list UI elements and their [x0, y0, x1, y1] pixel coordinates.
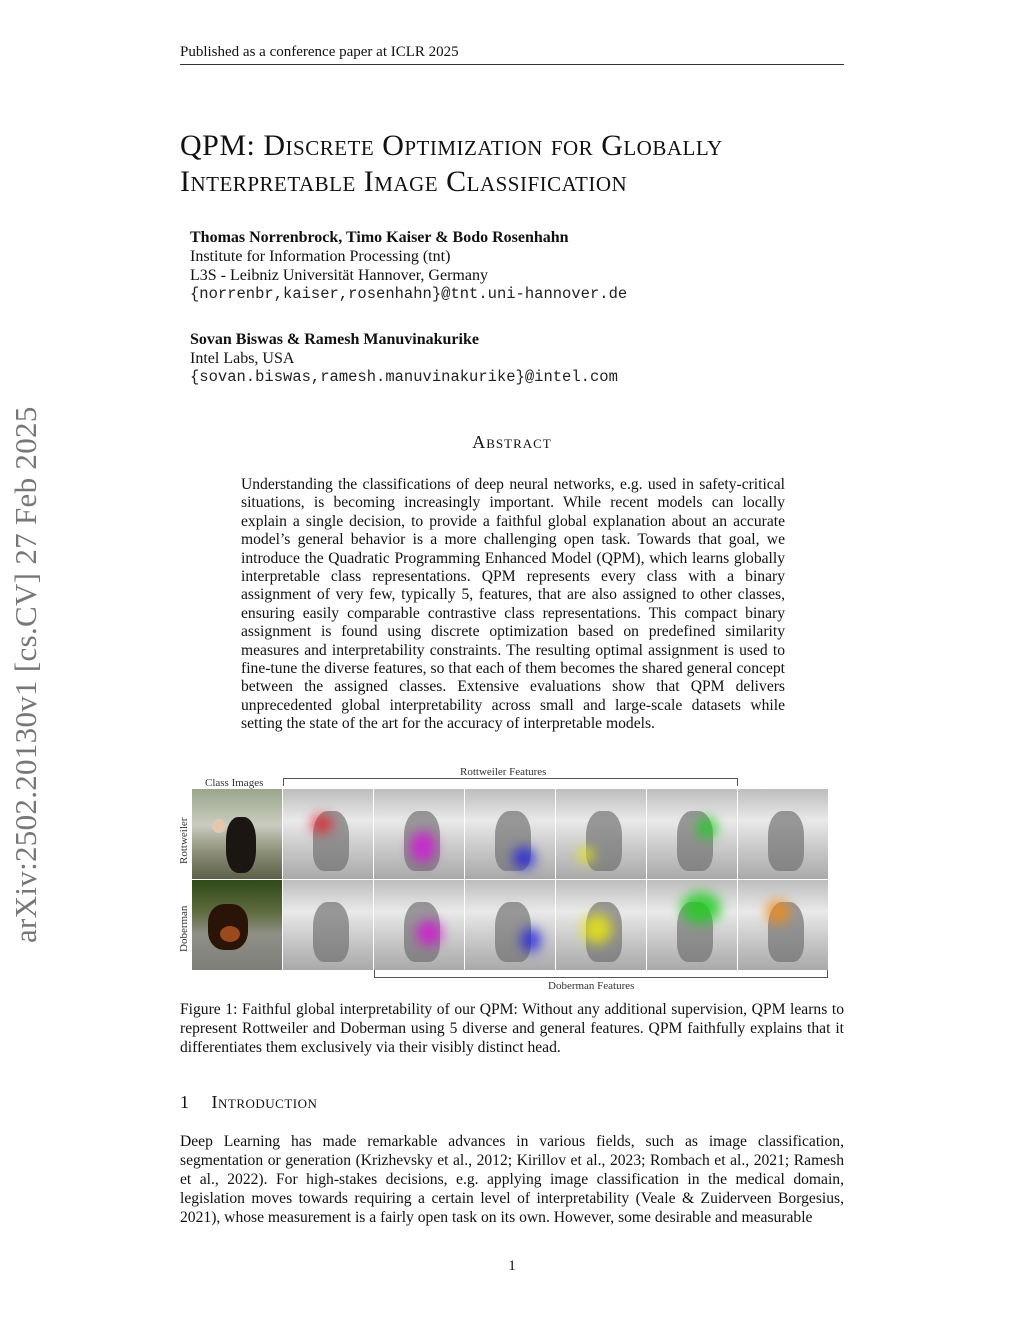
doberman-bracket: [374, 970, 828, 978]
rottweiler-feature-3: [465, 789, 555, 879]
rottweiler-feature-5: [647, 789, 737, 879]
feature-highlight: [766, 900, 790, 924]
rottweiler-feature-4: [556, 789, 646, 879]
section-heading: [180, 1092, 317, 1113]
affiliation: Intel Labs, USA: [190, 350, 295, 367]
doberman-features-label: Doberman Features: [548, 980, 635, 992]
doberman-class-image: [192, 880, 282, 970]
affiliation: Institute for Information Processing (tnt): [190, 248, 451, 265]
section-number: 1: [180, 1092, 189, 1112]
feature-highlight: [582, 914, 612, 944]
intro-paragraph: Deep Learning has made remarkable advances in various fields, such as image classification, segmentation or generation (Krizhevsky et al., 2012; Kirillov et al., 2023; Rombach et al., 2021; Ramesh et al., 2022). For high-stakes decisions, e.g. applying image classification in the medical domain, legislation moves towards requiring a certain level of interpretability (Veale & Zuiderveen Borgesius, 2021), whose measurement is a fairly open task on its own. However, some desirable and measurable: [180, 1133, 844, 1226]
section-title: Introduction: [211, 1092, 318, 1112]
row-label-rottweiler: Rottweiler: [178, 817, 190, 864]
rottweiler-feature-6: [738, 789, 828, 879]
feature-highlight: [416, 920, 442, 946]
doberman-feature-2: [374, 880, 464, 970]
feature-highlight: [521, 928, 541, 952]
title-line-1: QPM: Discrete Optimization for Globally: [180, 129, 723, 162]
title-line-2: Interpretable Image Classification: [180, 165, 628, 198]
rottweiler-features-label: Rottweiler Features: [460, 766, 547, 778]
author-block-1: [190, 228, 627, 304]
feature-highlight: [681, 892, 721, 924]
author-names: Thomas Norrenbrock, Timo Kaiser & Bodo Rosenhahn: [190, 229, 569, 246]
page-number: 1: [508, 1258, 516, 1274]
author-block-2: [190, 330, 618, 387]
arxiv-stamp: arXiv:2502.20130v1 [cs.CV] 27 Feb 2025: [8, 406, 43, 943]
email: {sovan.biswas,ramesh.manuvinakurike}@intel.com: [190, 368, 618, 386]
paper-title: [180, 128, 723, 200]
feature-highlight: [513, 847, 535, 869]
feature-highlight: [410, 831, 436, 863]
doberman-feature-4: [556, 880, 646, 970]
feature-highlight: [311, 815, 333, 833]
doberman-feature-5: [647, 880, 737, 970]
header-rule: [180, 64, 844, 65]
affiliation: L3S - Leibniz Universität Hannover, Germany: [190, 267, 488, 284]
doberman-feature-3: [465, 880, 555, 970]
feature-highlight: [697, 817, 717, 839]
email: {norrenbr,kaiser,rosenhahn}@tnt.uni-hannover.de: [190, 285, 628, 303]
doberman-feature-6: [738, 880, 828, 970]
author-names: Sovan Biswas & Ramesh Manuvinakurike: [190, 331, 479, 348]
class-images-label: Class Images: [205, 777, 264, 789]
rottweiler-feature-2: [374, 789, 464, 879]
row-label-doberman: Doberman: [178, 905, 190, 952]
running-header: Published as a conference paper at ICLR 2025: [180, 44, 459, 60]
doberman-feature-1: [283, 880, 373, 970]
abstract-text: Understanding the classifications of deep neural networks, e.g. used in safety-critical situations, is becoming increasingly important. While recent models can locally explain a single decision, to provide a faithful global explanation about an accurate model’s general behavior is a more challenging open task. Towards that goal, we introduce the Quadratic Programming Enhanced Model (QPM), which learns globally interpretable class representations. QPM represents every class with a binary assignment of very few, typically 5, features, that are also assigned to other classes, ensuring easily comparable contrastive class representations. This compact binary assignment is found using discrete optimization based on predefined similarity measures and interpretability constraints. The resulting optimal assignment is used to fine-tune the diverse features, so that each of them becomes the shared general concept between the assigned classes. Extensive evaluations show that QPM delivers unprecedented global interpretability across small and large-scale datasets while setting the state of the art for the accuracy of interpretable models.: [241, 476, 785, 733]
rottweiler-bracket: [283, 778, 738, 786]
abstract-heading: Abstract: [472, 432, 552, 452]
rottweiler-class-image: [192, 789, 282, 879]
figure-caption: Figure 1: Faithful global interpretability of our QPM: Without any additional supervision, QPM learns to represent Rottweiler and Doberman using 5 diverse and general features. QPM faithfully explains that it differentiates them exclusively via their visibly distinct head.: [180, 1001, 844, 1056]
rottweiler-feature-1: [283, 789, 373, 879]
feature-highlight: [578, 847, 594, 863]
